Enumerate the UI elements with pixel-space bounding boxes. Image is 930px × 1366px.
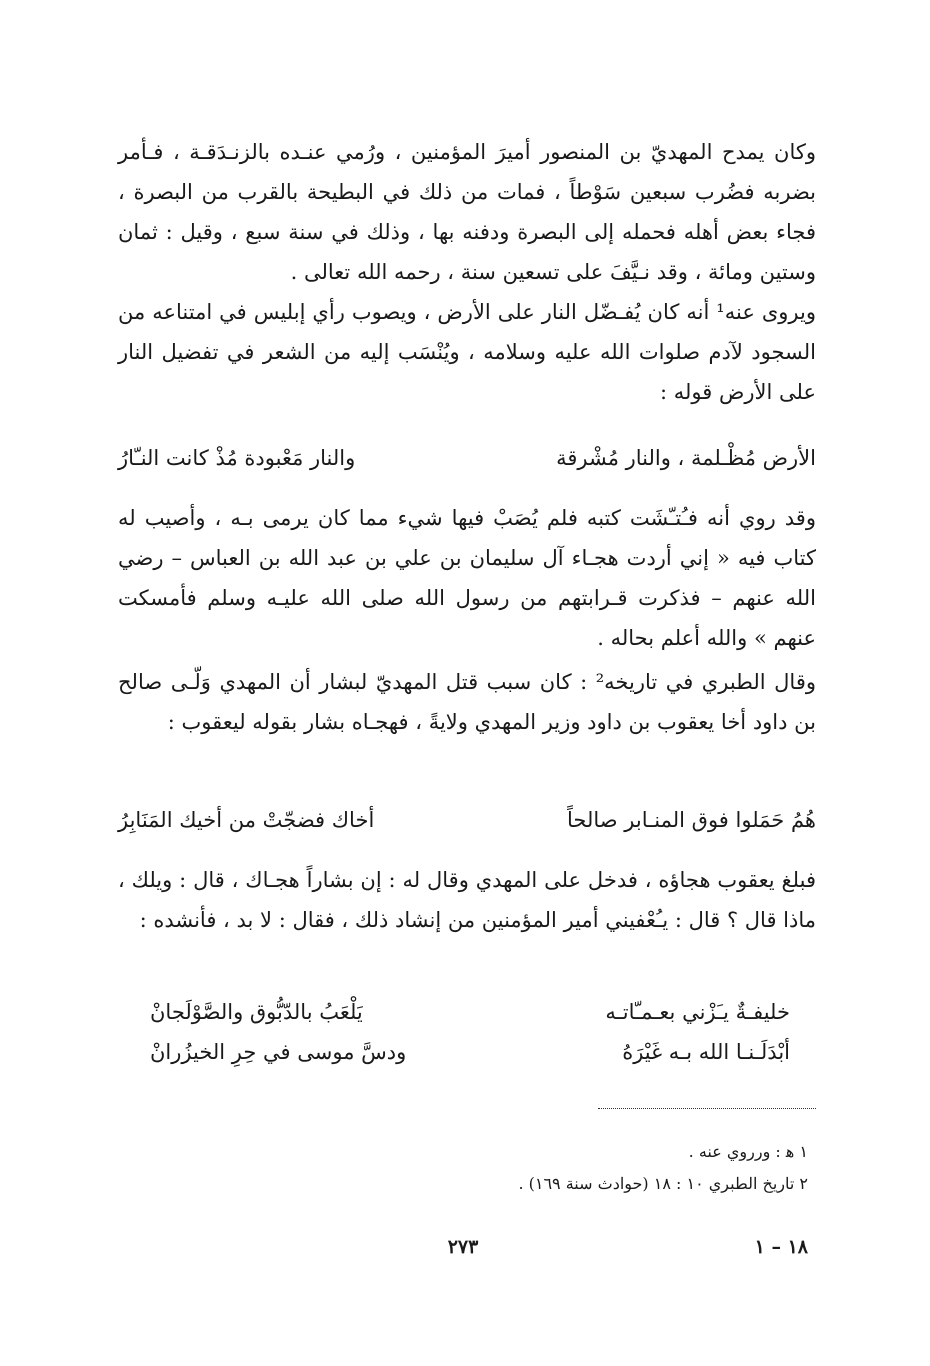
poem bbox=[150, 992, 790, 1072]
poem-line-1 bbox=[150, 992, 790, 1032]
poem-line-2-hemistich-2: ودسَّ موسى في حِرِ الخيزُرانْ bbox=[150, 1040, 407, 1064]
footnote-divider bbox=[598, 1108, 816, 1109]
paragraph-3: وقد روي أنه فـُتـّشَت كتبه فلم يُصَبْ فيها شيء مما كان يرمى بـه ، وأصيب له كتاب فيه « إني أردت هجـاء آل سليمان بن علي بن عبد الله بن العباس – رضي الله عنهم – فذكرت قـرابتهم من رسول الله صلى الله عليـه وسلم فأمسكت عنهم » والله أعلم بحاله . bbox=[118, 506, 816, 650]
paragraph-5: فبلغ يعقوب هجاؤه ، فدخل على المهدي وقال له : إن بشاراً هجـاك ، قال : ويلك ، ماذا قال ؟ قال : يـُعْفيني أمير المؤمنين من إنشاد ذلك ، فقال : لا بد ، فأنشده : bbox=[118, 868, 816, 932]
verse-2-hemistich-1: هُمُ حَمَلوا فوق المنـابر صالحاً bbox=[567, 808, 816, 832]
poem-line-2 bbox=[150, 1032, 790, 1072]
paragraph-4: وقال الطبري في تاريخه² : كان سبب قتل المهديّ لبشار أن المهدي وَلّـى صالح بن داود أخا يعقوب بن داود وزير المهدي ولايةً ، فهجـاه بشار بقوله ليعقوب : bbox=[118, 670, 816, 734]
verse-1-hemistich-1: الأرض مُظْـلمة ، والنار مُشْرقة bbox=[556, 446, 816, 470]
paragraph-1: وكان يمدح المهديّ بن المنصور أميرَ المؤمنين ، ورُمي عنـده بالزنـدَقـة ، فـأمر بضربه فضُرب سبعين سَوْطاً ، فمات من ذلك في البطيحة بالقرب من البصرة ، فجاء بعض أهله فحمله إلى البصرة ودفنه بها ، وذلك في سنة سبع ، وقيل : ثمان وستين ومائة ، وقد نـيَّفَ على تسعين سنة ، رحمه الله تعالى . bbox=[118, 140, 816, 284]
poem-line-2-hemistich-1: أبْدَلَـنـا الله بـه غَيْرَهُ bbox=[622, 1040, 790, 1064]
page-number: ٢٧٣ bbox=[447, 1236, 479, 1258]
verse-line-1 bbox=[118, 438, 816, 478]
footnote-1: ١ ﻫ : ورروي عنه . bbox=[688, 1142, 808, 1161]
verse-2-hemistich-2: أخاك فضجّتْ من أخيك المَنَابِرُ bbox=[118, 808, 375, 832]
footnotes bbox=[118, 1136, 808, 1200]
footnote-2: ٢ تاريخ الطبري ١٠ : ١٨ (حوادث سنة ١٦٩) . bbox=[518, 1174, 808, 1193]
signature-mark: ١٨ – ١ bbox=[754, 1236, 808, 1258]
verse-1-hemistich-2: والنار مَعْبودة مُذْ كانت النـّارُ bbox=[118, 446, 356, 470]
poem-line-1-hemistich-2: يَلْعَبُ بالدّبُّوق والصَّوْلَجانْ bbox=[150, 1000, 363, 1024]
verse-line-2 bbox=[118, 800, 816, 840]
poem-line-1-hemistich-1: خليفـةٌ يـَزْني بعـمـّاتـه bbox=[605, 1000, 790, 1024]
paragraph-2: ويروى عنه¹ أنه كان يُفـضّل النار على الأرض ، ويصوب رأي إبليس في امتناعه من السجود لآدم صلوات الله عليه وسلامه ، ويُنْسَب إليه من الشعر في تفضيل النار على الأرض قوله : bbox=[118, 300, 816, 404]
